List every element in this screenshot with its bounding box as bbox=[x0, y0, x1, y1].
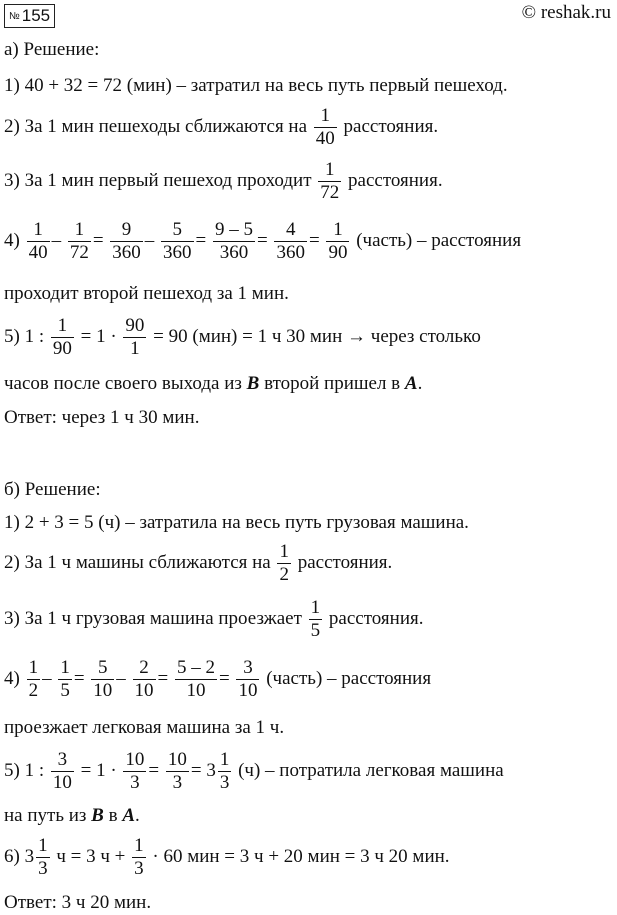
fraction: $\frac{1}{40}$ bbox=[315, 105, 335, 149]
part-a-answer: Ответ: через 1 ч 30 мин. bbox=[4, 407, 200, 428]
fraction: $\frac{9 - 5}{360}$ bbox=[215, 219, 254, 263]
fraction: $\frac{3}{10}$ bbox=[238, 657, 258, 701]
fraction: $\frac{1}{90}$ bbox=[328, 219, 348, 263]
fraction: $\frac{1}{72}$ bbox=[320, 159, 340, 203]
part-a-heading: а) Решение: bbox=[4, 39, 100, 60]
fraction: $\frac{9}{360}$ bbox=[112, 219, 141, 263]
fraction: $\frac{1}{3}$ bbox=[134, 835, 144, 879]
part-a-step-3: 3) За 1 мин первый пешеход проходит $\frac{1}{72}$ расстояния. bbox=[4, 159, 443, 203]
fraction: $\frac{1}{2}$ bbox=[279, 541, 289, 585]
part-b-step-3: 3) За 1 ч грузовая машина проезжает $\frac{1}{5}$ расстояния. bbox=[4, 597, 424, 641]
part-b-step-5: 5) 1 : $\frac{3}{10}$ = 1 · $\frac{10}{3}$ = $\frac{10}{3}$ = 3 $\frac{1}{3}$ (ч) – потратила легковая машина bbox=[4, 749, 504, 793]
fraction: $\frac{10}{3}$ bbox=[125, 749, 145, 793]
fraction: $\frac{5 - 2}{10}$ bbox=[177, 657, 216, 701]
part-a-step-4-cont: проходит второй пешеход за 1 мин. bbox=[4, 283, 289, 304]
part-a-step-5: 5) 1 : $\frac{1}{90}$ = 1 · $\frac{90}{1}$ = 90 (мин) = 1 ч 30 мин → через столько bbox=[4, 315, 481, 359]
fraction: $\frac{1}{5}$ bbox=[310, 597, 321, 641]
fraction: $\frac{3}{10}$ bbox=[52, 749, 72, 793]
problem-number-badge bbox=[4, 4, 55, 28]
part-b-step-4: 4) $\frac{1}{2}$ – $\frac{1}{5}$ = $\frac{5}{10}$ – $\frac{2}{10}$ = $\frac{5 - 2}{10}$ = $\frac{3}{10}$ (часть) – расстояния bbox=[4, 657, 432, 701]
part-b-step-1: 1) 2 + 3 = 5 (ч) – затратила на весь путь грузовая машина. bbox=[4, 512, 469, 533]
fraction: $\frac{1}{3}$ bbox=[219, 749, 230, 793]
part-b-step-4-cont: проезжает легковая машина за 1 ч. bbox=[4, 717, 285, 738]
fraction: $\frac{10}{3}$ bbox=[167, 749, 187, 793]
fraction: $\frac{4}{360}$ bbox=[276, 219, 305, 263]
fraction: $\frac{1}{90}$ bbox=[52, 315, 72, 359]
fraction: $\frac{1}{5}$ bbox=[60, 657, 70, 701]
part-b-heading: б) Решение: bbox=[4, 479, 101, 500]
fraction: $\frac{90}{1}$ bbox=[125, 315, 145, 359]
site-credit: © reshak.ru bbox=[521, 2, 611, 23]
number-sign: № bbox=[9, 11, 20, 22]
part-b-step-6: 6) 3 $\frac{1}{3}$ ч = 3 ч + $\frac{1}{3}$ · 60 мин = 3 ч + 20 мин = 3 ч 20 мин. bbox=[4, 835, 450, 879]
part-a-step-2: 2) За 1 мин пешеходы сближаются на $\frac{1}{40}$ расстояния. bbox=[4, 105, 439, 149]
part-b-step-5-cont: на путь из B в A. bbox=[4, 805, 140, 826]
part-a-step-4: 4) $\frac{1}{40}$ – $\frac{1}{72}$ = $\frac{9}{360}$ – $\frac{5}{360}$ = $\frac{9 - 5}{360}$ = $\frac{4}{360}$ = $\frac{1}{90}$ (часть) – расстояния bbox=[4, 219, 522, 263]
fraction: $\frac{5}{10}$ bbox=[93, 657, 113, 701]
fraction: $\frac{5}{360}$ bbox=[163, 219, 192, 263]
fraction: $\frac{1}{2}$ bbox=[28, 657, 39, 701]
fraction: $\frac{1}{72}$ bbox=[69, 219, 89, 263]
fraction: $\frac{1}{3}$ bbox=[38, 835, 48, 879]
part-a-step-1: 1) 40 + 32 = 72 (мин) – затратил на весь путь первый пешеход. bbox=[4, 75, 508, 96]
part-b-answer: Ответ: 3 ч 20 мин. bbox=[4, 892, 152, 913]
problem-number: 155 bbox=[21, 6, 51, 25]
fraction: $\frac{2}{10}$ bbox=[134, 657, 154, 701]
fraction: $\frac{1}{40}$ bbox=[28, 219, 48, 263]
part-a-step-5-cont: часов после своего выхода из B второй пришел в A. bbox=[4, 373, 423, 394]
part-b-step-2: 2) За 1 ч машины сближаются на $\frac{1}{2}$ расстояния. bbox=[4, 541, 393, 585]
